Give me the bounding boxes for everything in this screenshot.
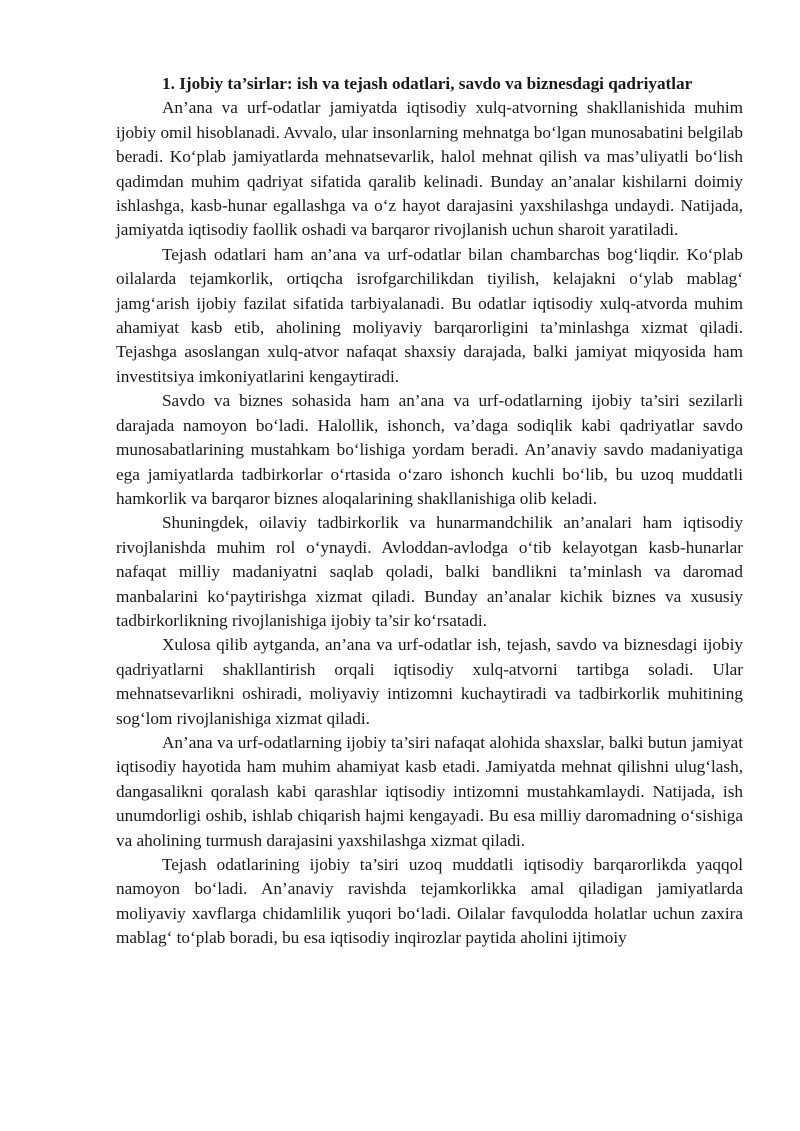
section-heading: 1. Ijobiy ta’sirlar: ish va tejash odatlari, savdo va biznesdagi qadriyatlar: [162, 74, 693, 93]
paragraph: Tejash odatlari ham an’ana va urf-odatlar bilan chambarchas bog‘liqdir. Ko‘plab oilalarda tejamkorlik, ortiqcha isrofgarchilikdan tiyilish, kelajakni o‘ylab mablag‘ jamg‘arish ijobiy fazilat sifatida tarbiyalanadi. Bu odatlar iqtisodiy xulq-atvorda muhim ahamiyat kasb etib, aholining moliyaviy barqarorligini ta’minlashga xizmat qiladi. Tejashga asoslangan xulq-atvor nafaqat shaxsiy darajada, balki jamiyat miqyosida ham investitsiya imkoniyatlarini kengaytiradi.: [116, 244, 743, 386]
paragraph: Shuningdek, oilaviy tadbirkorlik va hunarmandchilik an’analari ham iqtisodiy rivojlanishda muhim rol o‘ynaydi. Avloddan-avlodga o‘tib kelayotgan kasb-hunarlar nafaqat milliy madaniyatni saqlab qoladi, balki bandlikni ta’minlash va daromad manbalarini ko‘paytirishga xizmat qiladi. Bunday an’analar kichik biznes va xususiy tadbirkorlikning rivojlanishiga ijobiy ta’sir ko‘rsatadi.: [116, 513, 743, 630]
paragraph: Tejash odatlarining ijobiy ta’siri uzoq muddatli iqtisodiy barqarorlikda yaqqol namoyon bo‘ladi. An’anaviy ravishda tejamkorlikka amal qiladigan jamiyatlarda moliyaviy xavflarga chidamlilik yuqori bo‘ladi. Oilalar favqulodda holatlar uchun zaxira mablag‘ to‘plab boradi, bu esa iqtisodiy inqirozlar paytida aholini ijtimoiy: [116, 855, 743, 948]
paragraph: Xulosa qilib aytganda, an’ana va urf-odatlar ish, tejash, savdo va biznesdagi ijobiy qadriyatlarni shakllantirish orqali iqtisodiy xulq-atvorni tartibga soladi. Ular mehnatsevarlikni oshiradi, moliyaviy intizomni kuchaytiradi va tadbirkorlik muhitining sog‘lom rivojlanishiga xizmat qiladi.: [116, 635, 743, 728]
paragraph: An’ana va urf-odatlar jamiyatda iqtisodiy xulq-atvorning shakllanishida muhim ijobiy omil hisoblanadi. Avvalo, ular insonlarning mehnatga bo‘lgan munosabatini belgilab beradi. Ko‘plab jamiyatlarda mehnatsevarlik, halol mehnat qilish va mas’uliyatli bo‘lish qadimdan muhim qadriyat sifatida qaralib kelinadi. Bunday an’analar kishilarni doimiy ishlashga, kasb-hunar egallashga va o‘z hayot darajasini yaxshilashga undaydi. Natijada, jamiyatda iqtisodiy faollik oshadi va barqaror rivojlanish uchun sharoit yaratiladi.: [116, 98, 743, 240]
paragraph: Savdo va biznes sohasida ham an’ana va urf-odatlarning ijobiy ta’siri sezilarli darajada namoyon bo‘ladi. Halollik, ishonch, va’daga sodiqlik kabi qadriyatlar savdo munosabatlarining mustahkam bo‘lishiga yordam beradi. An’anaviy savdo madaniyatiga ega jamiyatlarda tadbirkorlar o‘rtasida o‘zaro ishonch kuchli bo‘lib, bu uzoq muddatli hamkorlik va barqaror biznes aloqalarining shakllanishiga olib keladi.: [116, 391, 743, 508]
document-body: [116, 72, 743, 951]
paragraph: An’ana va urf-odatlarning ijobiy ta’siri nafaqat alohida shaxslar, balki butun jamiyat iqtisodiy hayotida ham muhim ahamiyat kasb etadi. Jamiyatda mehnat qilishni ulug‘lash, dangasalikni qoralash kabi qarashlar iqtisodiy intizomni mustahkamlaydi. Natijada, ish unumdorligi oshib, ishlab chiqarish hajmi kengayadi. Bu esa milliy daromadning o‘sishiga va aholining turmush darajasini yaxshilashga xizmat qiladi.: [116, 732, 743, 850]
